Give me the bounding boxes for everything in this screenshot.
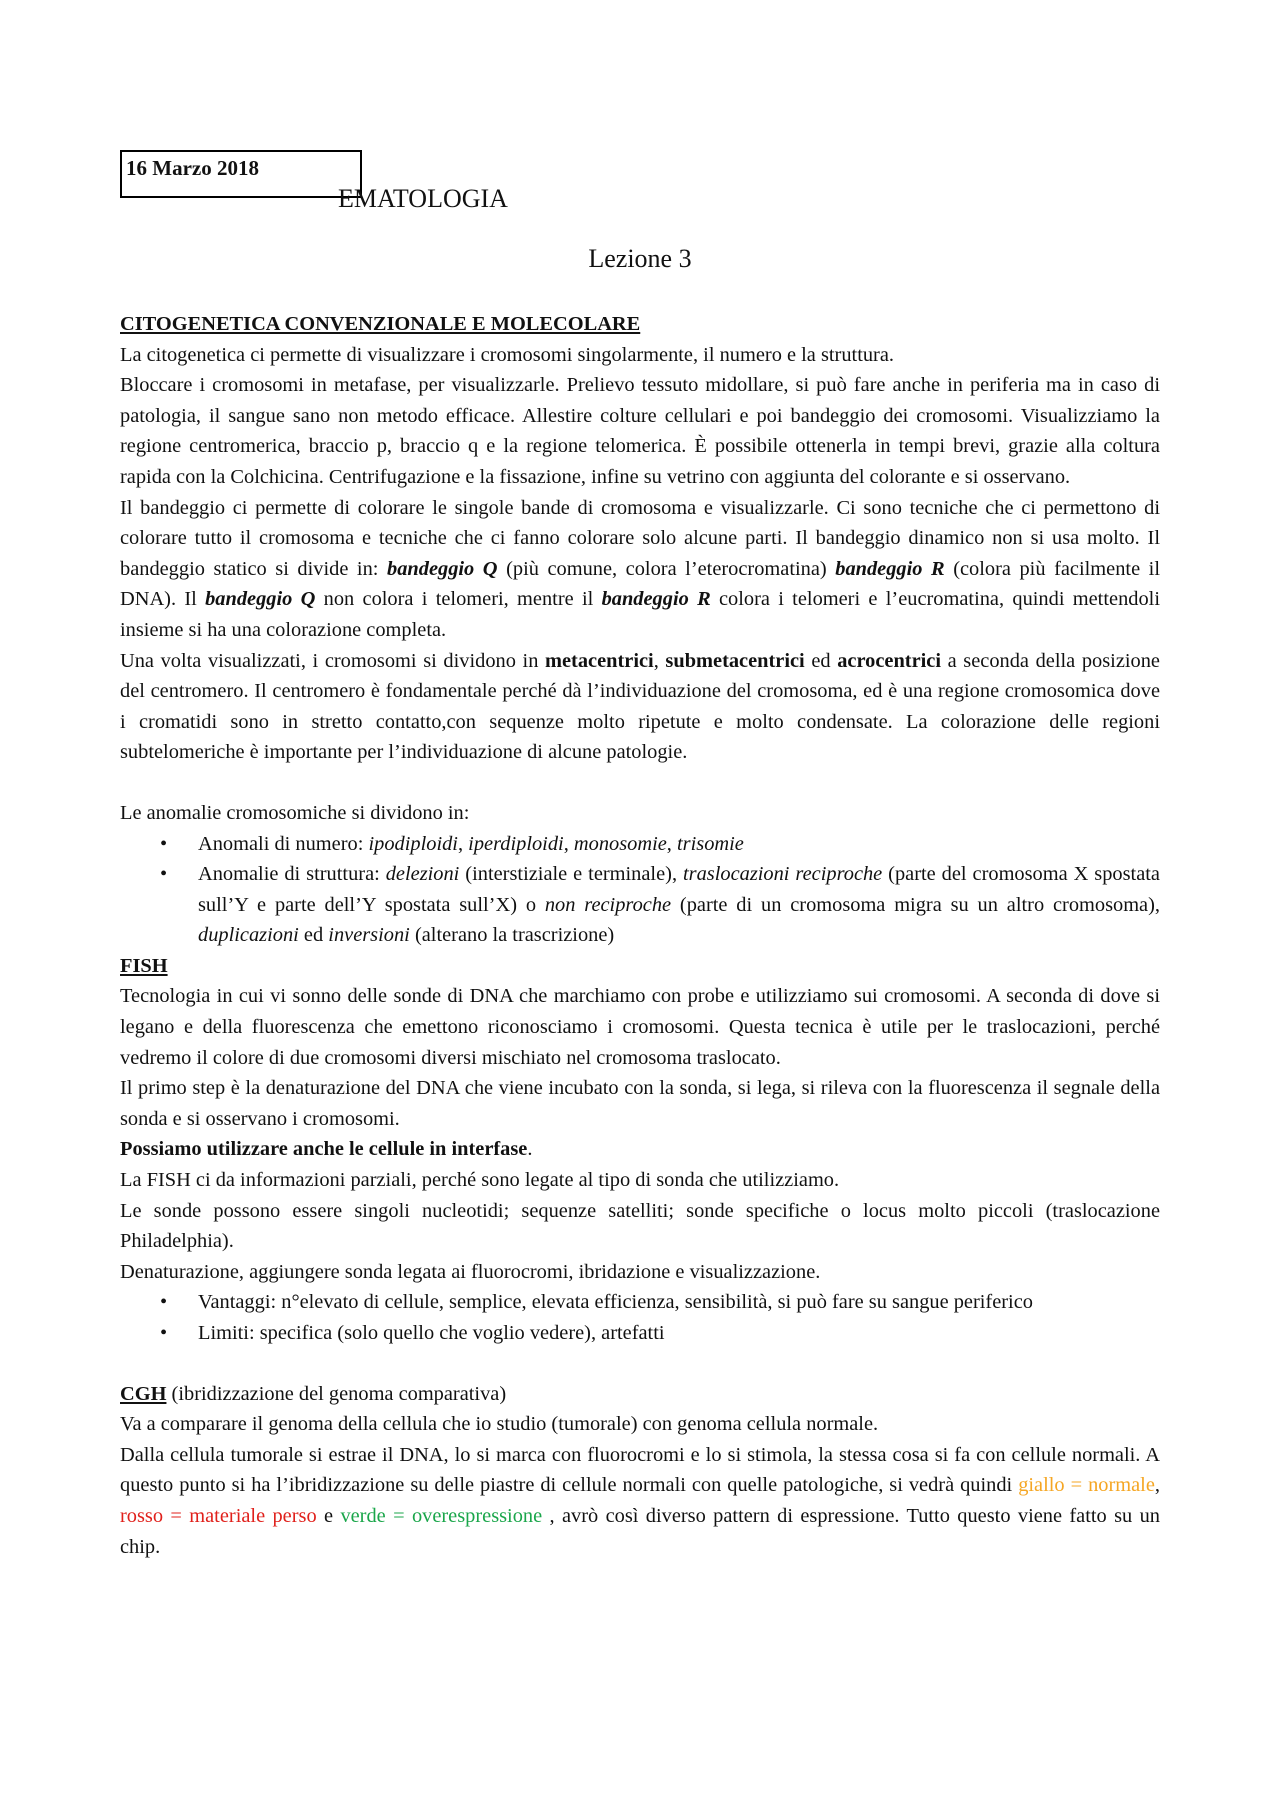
anomalies-list xyxy=(120,829,1160,951)
paragraph: Possiamo utilizzare anche le cellule in interfase. xyxy=(120,1138,533,1161)
date-box: 16 Marzo 2018 xyxy=(120,150,362,198)
spacer xyxy=(120,1349,1160,1379)
paragraph: Il primo step è la denaturazione del DNA che viene incubato con la sonda, si lega, si rileva con la fluorescenza il segnale della sonda e si osservano i cromosomi. xyxy=(120,1077,1160,1130)
term-bandeggio-r: bandeggio R xyxy=(835,557,945,580)
legend-yellow-normal: giallo = normale xyxy=(1018,1474,1155,1497)
paragraph: Una volta visualizzati, i cromosomi si dividono in metacentrici, submetacentrici ed acrocentrici a seconda della posizione del centromero. Il centromero è fondamentale perché dà l’individuazione del cromosoma, ed è una regione cromosomica dove i cromatidi sono in stretto contatto,con sequenze molto ripetute e molto condensate. La colorazione delle regioni subtelomeriche è importante per l’individuazione di alcune patologie. xyxy=(120,649,1160,764)
paragraph: Il bandeggio ci permette di colorare le singole bande di cromosoma e visualizzarle. Ci sono tecniche che ci permettono di colorare tutto il cromosoma e tecniche che ci fanno colorare solo alcune parti. Il bandeggio dinamico non si usa molto. Il bandeggio statico si divide in: bandeggio Q (più comune, colora l’eterocromatina) bandeggio R (colora più facilmente il DNA). Il bandeggio Q non colora i telomeri, mentre il bandeggio R colora i telomeri e l’eucromatina, quindi mettendoli insieme si ha una colorazione completa. xyxy=(120,496,1161,641)
paragraph: Va a comparare il genoma della cellula che io studio (tumorale) con genoma cellula normale. xyxy=(120,1413,879,1436)
paragraph: Denaturazione, aggiungere sonda legata ai fluorocromi, ibridazione e visualizzazione. xyxy=(120,1260,821,1283)
term-metacentrici: metacentrici xyxy=(545,649,654,672)
paragraph: La FISH ci da informazioni parziali, perché sono legate al tipo di sonda che utilizziamo. xyxy=(120,1169,840,1192)
document-body xyxy=(120,309,1160,1562)
term-acrocentrici: acrocentrici xyxy=(837,649,942,672)
paragraph: Bloccare i cromosomi in metafase, per visualizzarle. Prelievo tessuto midollare, si può fare anche in periferia ma in caso di patologia, il sangue sano non metodo efficace. Allestire colture cellulari e poi bandeggio dei cromosomi. Visualizziamo la regione centromerica, braccio p, braccio q e la regione telomerica. È possibile ottenerla in tempi brevi, grazie alla coltura rapida con la Colchicina. Centrifugazione e la fissazione, infine su vetrino con aggiunta del colorante e si osservano. xyxy=(120,374,1160,488)
term-bandeggio-q: bandeggio Q xyxy=(205,588,316,611)
paragraph: La citogenetica ci permette di visualizzare i cromosomi singolarmente, il numero e la struttura. xyxy=(120,343,894,366)
section-heading-citogenetica: CITOGENETICA CONVENZIONALE E MOLECOLARE xyxy=(120,313,641,335)
lesson-title: Lezione 3 xyxy=(588,244,692,273)
section-heading-fish: FISH xyxy=(120,954,168,977)
section-heading-cgh: CGH (ibridizzazione del genoma comparativa) xyxy=(120,1382,507,1405)
paragraph: Le sonde possono essere singoli nucleotidi; sequenze satelliti; sonde specifiche o locus molto piccoli (traslocazione Philadelphia). xyxy=(120,1199,1160,1253)
term-submetacentrici: submetacentrici xyxy=(665,649,805,672)
term-bandeggio-q: bandeggio Q xyxy=(387,557,498,580)
legend-green-overexpression: verde = overespressione xyxy=(340,1504,543,1527)
list-item: • Anomali di numero: ipodiploidi, iperdiploidi, monosomie, trisomie xyxy=(120,829,1160,860)
list-item: • Anomalie di struttura: delezioni (interstiziale e terminale), traslocazioni reciproche (parte del cromosoma X spostata sull’Y e parte dell’Y spostata sull’X) o non reciproche (parte di un cromosoma migra su un altro cromosoma), duplicazioni ed inversioni (alterano la trascrizione) xyxy=(120,859,1160,951)
paragraph: Dalla cellula tumorale si estrae il DNA, lo si marca con fluorocromi e lo si stimola, la stessa cosa si fa con cellule normali. A questo punto si ha l’ibridizzazione su delle piastre di cellule normali con quelle patologiche, si vedrà quindi giallo = normale, rosso = materiale perso e verde = overespressione , avrò così diverso pattern di espressione. Tutto questo viene fatto su un chip. xyxy=(120,1443,1160,1558)
subject-title: EMATOLOGIA xyxy=(338,184,508,213)
term-bandeggio-r: bandeggio R xyxy=(601,588,711,611)
list-item: • Limiti: specifica (solo quello che voglio vedere), artefatti xyxy=(120,1318,1160,1349)
legend-red-lost: rosso = materiale perso xyxy=(120,1504,317,1527)
list-item: • Vantaggi: n°elevato di cellule, semplice, elevata efficienza, sensibilità, si può fare su sangue periferico xyxy=(120,1287,1160,1318)
paragraph: Tecnologia in cui vi sonno delle sonde di DNA che marchiamo con probe e utilizziamo sui cromosomi. A seconda di dove si legano e della fluorescenza che emettono riconosciamo i cromosomi. Questa tecnica è utile per le traslocazioni, perché vedremo il colore di due cromosomi diversi mischiato nel cromosoma traslocato. xyxy=(120,985,1160,1069)
paragraph: Le anomalie cromosomiche si dividono in: xyxy=(120,801,470,824)
fish-pros-cons-list xyxy=(120,1287,1160,1348)
spacer xyxy=(120,768,1160,798)
